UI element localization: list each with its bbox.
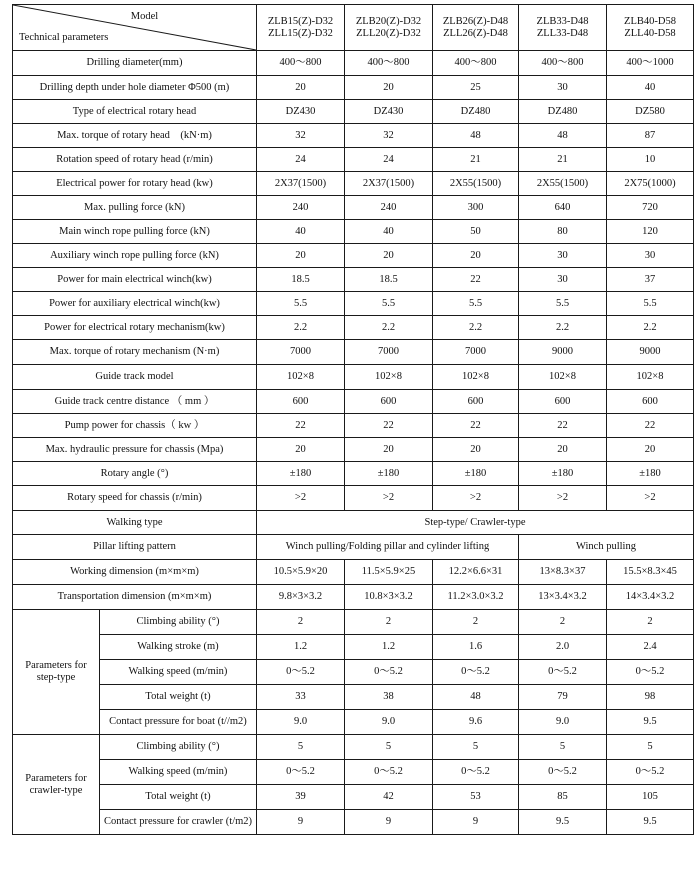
value-cell: 30 <box>519 268 607 292</box>
parameter-label: Power for auxiliary electrical winch(kw) <box>13 292 257 316</box>
value-cell: 400～800 <box>433 51 519 76</box>
value-cell: 38 <box>345 685 433 710</box>
table-row <box>13 486 694 511</box>
value-cell: 32 <box>345 124 433 148</box>
value-cell: 2 <box>607 610 694 635</box>
value-cell: 13×3.4×3.2 <box>519 585 607 610</box>
value-cell: 40 <box>607 76 694 100</box>
value-cell: 22 <box>257 414 345 438</box>
value-cell: 13×8.3×37 <box>519 560 607 585</box>
value-cell: 0～5.2 <box>257 760 345 785</box>
value-cell: DZ480 <box>433 100 519 124</box>
value-cell: >2 <box>519 486 607 511</box>
value-cell: 5 <box>257 735 345 760</box>
pillar-lifting-row <box>13 535 694 560</box>
value-cell: 53 <box>433 785 519 810</box>
parameter-label: Transportation dimension (m×m×m) <box>13 585 257 610</box>
value-cell: 600 <box>345 390 433 414</box>
model-header-3 <box>433 5 519 51</box>
value-cell: 5.5 <box>257 292 345 316</box>
value-cell: 2 <box>345 610 433 635</box>
value-cell: 0～5.2 <box>607 660 694 685</box>
value-cell: 48 <box>433 124 519 148</box>
pillar-lifting-label: Pillar lifting pattern <box>13 535 257 560</box>
value-cell: 98 <box>607 685 694 710</box>
value-cell: 400～800 <box>345 51 433 76</box>
value-cell: 39 <box>257 785 345 810</box>
table-row <box>13 390 694 414</box>
value-cell: 600 <box>433 390 519 414</box>
value-cell: 85 <box>519 785 607 810</box>
value-cell: 240 <box>257 196 345 220</box>
value-cell: 20 <box>345 244 433 268</box>
crawler-type-group-label <box>13 735 100 835</box>
value-cell: 2X37(1500) <box>257 172 345 196</box>
table-row <box>13 560 694 585</box>
parameter-label: Max. hydraulic pressure for chassis (Mpa) <box>13 438 257 462</box>
value-cell: 7000 <box>345 340 433 365</box>
group-label-line: Parameters for <box>25 660 87 671</box>
value-cell: 7000 <box>433 340 519 365</box>
model-name: ZLL15(Z)-D32 <box>268 27 333 39</box>
value-cell: 300 <box>433 196 519 220</box>
value-cell: 5 <box>519 735 607 760</box>
value-cell: 2.4 <box>607 635 694 660</box>
table-row <box>13 365 694 390</box>
value-cell: 48 <box>433 685 519 710</box>
value-cell: >2 <box>345 486 433 511</box>
value-cell: 5.5 <box>607 292 694 316</box>
value-cell: >2 <box>607 486 694 511</box>
parameter-label: Climbing ability (°) <box>100 735 257 760</box>
parameter-label: Max. pulling force (kN) <box>13 196 257 220</box>
walking-type-row <box>13 511 694 535</box>
value-cell: 2X37(1500) <box>345 172 433 196</box>
value-cell: 18.5 <box>257 268 345 292</box>
model-name: ZLL26(Z)-D48 <box>443 27 508 39</box>
model-name: ZLB26(Z)-D48 <box>442 15 509 27</box>
table-row <box>13 785 694 810</box>
value-cell: 20 <box>257 438 345 462</box>
value-cell: 87 <box>607 124 694 148</box>
value-cell: 0～5.2 <box>433 760 519 785</box>
value-cell: 105 <box>607 785 694 810</box>
table-row <box>13 340 694 365</box>
value-cell: 2 <box>257 610 345 635</box>
parameter-label: Auxiliary winch rope pulling force (kN) <box>13 244 257 268</box>
value-cell: ±180 <box>345 462 433 486</box>
parameter-label: Max. torque of rotary mechanism (N·m) <box>13 340 257 365</box>
value-cell: 9 <box>433 810 519 835</box>
parameter-label: Power for electrical rotary mechanism(kw) <box>13 316 257 340</box>
value-cell: 9.5 <box>607 810 694 835</box>
value-cell: 24 <box>257 148 345 172</box>
value-cell: 0～5.2 <box>257 660 345 685</box>
table-row <box>13 268 694 292</box>
value-cell: 600 <box>257 390 345 414</box>
value-cell: 20 <box>345 76 433 100</box>
table-row <box>13 316 694 340</box>
value-cell: 7000 <box>257 340 345 365</box>
value-cell: 30 <box>519 244 607 268</box>
value-cell: ±180 <box>519 462 607 486</box>
value-cell: 9000 <box>607 340 694 365</box>
table-row <box>13 710 694 735</box>
value-cell: 21 <box>519 148 607 172</box>
table-row <box>13 244 694 268</box>
value-cell: 9.0 <box>257 710 345 735</box>
parameter-label: Rotary speed for chassis (r/min) <box>13 486 257 511</box>
table-row <box>13 51 694 76</box>
value-cell: 20 <box>257 76 345 100</box>
value-cell: 2X75(1000) <box>607 172 694 196</box>
pillar-lifting-value: Winch pulling/Folding pillar and cylinder lifting <box>257 535 519 560</box>
value-cell: 50 <box>433 220 519 244</box>
table-row <box>13 76 694 100</box>
value-cell: 600 <box>607 390 694 414</box>
value-cell: 1.2 <box>345 635 433 660</box>
parameter-label: Walking speed (m/min) <box>100 660 257 685</box>
table-row <box>13 414 694 438</box>
value-cell: 102×8 <box>433 365 519 390</box>
value-cell: 2 <box>519 610 607 635</box>
header-corner-cell <box>13 5 257 51</box>
value-cell: 9.0 <box>519 710 607 735</box>
parameter-label: Guide track centre distance （ mm ） <box>13 390 257 414</box>
value-cell: 2.2 <box>519 316 607 340</box>
parameter-label: Total weight (t) <box>100 685 257 710</box>
value-cell: 10.8×3×3.2 <box>345 585 433 610</box>
value-cell: 79 <box>519 685 607 710</box>
header-row <box>13 5 694 51</box>
value-cell: 30 <box>607 244 694 268</box>
technical-parameters-label: Technical parameters <box>19 32 109 43</box>
value-cell: 21 <box>433 148 519 172</box>
value-cell: 80 <box>519 220 607 244</box>
model-name: ZLB33-D48 <box>536 15 589 27</box>
parameter-label: Electrical power for rotary head (kw) <box>13 172 257 196</box>
value-cell: 5 <box>433 735 519 760</box>
value-cell: 25 <box>433 76 519 100</box>
group-label-line: crawler-type <box>29 784 83 796</box>
table-row <box>13 735 694 760</box>
value-cell: DZ430 <box>345 100 433 124</box>
value-cell: 0～5.2 <box>519 660 607 685</box>
value-cell: >2 <box>257 486 345 511</box>
value-cell: 22 <box>607 414 694 438</box>
value-cell: 5 <box>607 735 694 760</box>
parameter-label: Contact pressure for boat (t//m2) <box>100 710 257 735</box>
model-header-2 <box>345 5 433 51</box>
value-cell: 20 <box>519 438 607 462</box>
parameter-label: Working dimension (m×m×m) <box>13 560 257 585</box>
table-row <box>13 462 694 486</box>
table-row <box>13 660 694 685</box>
model-label: Model <box>130 11 159 22</box>
parameter-label: Drilling depth under hole diameter Φ500 (m) <box>13 76 257 100</box>
value-cell: 20 <box>607 438 694 462</box>
value-cell: 15.5×8.3×45 <box>607 560 694 585</box>
value-cell: 40 <box>345 220 433 244</box>
value-cell: 102×8 <box>607 365 694 390</box>
model-header-1 <box>257 5 345 51</box>
value-cell: 32 <box>257 124 345 148</box>
model-name: ZLL33-D48 <box>536 27 589 39</box>
value-cell: 18.5 <box>345 268 433 292</box>
value-cell: 12.2×6.6×31 <box>433 560 519 585</box>
table-row <box>13 196 694 220</box>
value-cell: 10.5×5.9×20 <box>257 560 345 585</box>
value-cell: 0～5.2 <box>519 760 607 785</box>
value-cell: 9 <box>345 810 433 835</box>
table-row <box>13 148 694 172</box>
parameter-label: Drilling diameter(mm) <box>13 51 257 76</box>
value-cell: 600 <box>519 390 607 414</box>
value-cell: 102×8 <box>345 365 433 390</box>
value-cell: 0～5.2 <box>345 660 433 685</box>
value-cell: 2.2 <box>607 316 694 340</box>
value-cell: 240 <box>345 196 433 220</box>
model-name: ZLB20(Z)-D32 <box>355 15 422 27</box>
value-cell: 1.6 <box>433 635 519 660</box>
value-cell: DZ430 <box>257 100 345 124</box>
value-cell: 5.5 <box>345 292 433 316</box>
value-cell: 0～5.2 <box>345 760 433 785</box>
value-cell: 9.5 <box>607 710 694 735</box>
spec-table <box>12 4 694 835</box>
step-type-group-label <box>13 610 100 735</box>
value-cell: 2 <box>433 610 519 635</box>
parameter-label: Walking stroke (m) <box>100 635 257 660</box>
table-row <box>13 760 694 785</box>
table-row <box>13 810 694 835</box>
walking-type-label: Walking type <box>13 511 257 535</box>
value-cell: 22 <box>433 414 519 438</box>
table-row <box>13 100 694 124</box>
value-cell: 5 <box>345 735 433 760</box>
value-cell: 20 <box>433 244 519 268</box>
table-row <box>13 610 694 635</box>
value-cell: 9000 <box>519 340 607 365</box>
value-cell: 400～1000 <box>607 51 694 76</box>
parameter-label: Climbing ability (°) <box>100 610 257 635</box>
parameter-label: Max. torque of rotary head (kN·m) <box>13 124 257 148</box>
value-cell: 2.2 <box>345 316 433 340</box>
value-cell: 40 <box>257 220 345 244</box>
table-row <box>13 172 694 196</box>
value-cell: 102×8 <box>257 365 345 390</box>
parameter-label: Walking speed (m/min) <box>100 760 257 785</box>
table-row <box>13 438 694 462</box>
value-cell: 720 <box>607 196 694 220</box>
value-cell: 11.2×3.0×3.2 <box>433 585 519 610</box>
table-row <box>13 685 694 710</box>
value-cell: 0～5.2 <box>607 760 694 785</box>
parameter-label: Pump power for chassis（ kw ） <box>13 414 257 438</box>
value-cell: 20 <box>257 244 345 268</box>
value-cell: 2.2 <box>257 316 345 340</box>
group-label-line: Parameters for <box>25 772 87 784</box>
value-cell: DZ580 <box>607 100 694 124</box>
value-cell: 0～5.2 <box>433 660 519 685</box>
value-cell: 120 <box>607 220 694 244</box>
model-name: ZLB40-D58 <box>624 15 676 27</box>
table-row <box>13 124 694 148</box>
value-cell: >2 <box>433 486 519 511</box>
walking-type-value: Step-type/ Crawler-type <box>257 511 694 535</box>
model-name: ZLB15(Z)-D32 <box>267 15 334 27</box>
value-cell: ±180 <box>433 462 519 486</box>
model-header-4 <box>519 5 607 51</box>
value-cell: 22 <box>519 414 607 438</box>
parameter-label: Rotation speed of rotary head (r/min) <box>13 148 257 172</box>
group-label-line: step-type <box>36 672 76 683</box>
table-row <box>13 220 694 244</box>
value-cell: 11.5×5.9×25 <box>345 560 433 585</box>
value-cell: 22 <box>433 268 519 292</box>
value-cell: 33 <box>257 685 345 710</box>
value-cell: 14×3.4×3.2 <box>607 585 694 610</box>
value-cell: 24 <box>345 148 433 172</box>
value-cell: 37 <box>607 268 694 292</box>
parameter-label: Type of electrical rotary head <box>13 100 257 124</box>
value-cell: 10 <box>607 148 694 172</box>
value-cell: 400～800 <box>257 51 345 76</box>
value-cell: 20 <box>345 438 433 462</box>
table-row <box>13 635 694 660</box>
value-cell: ±180 <box>607 462 694 486</box>
value-cell: 2X55(1500) <box>433 172 519 196</box>
value-cell: 9.5 <box>519 810 607 835</box>
value-cell: 5.5 <box>519 292 607 316</box>
value-cell: 9.6 <box>433 710 519 735</box>
value-cell: 2X55(1500) <box>519 172 607 196</box>
value-cell: ±180 <box>257 462 345 486</box>
value-cell: 640 <box>519 196 607 220</box>
parameter-label: Guide track model <box>13 365 257 390</box>
value-cell: 9 <box>257 810 345 835</box>
table-row <box>13 292 694 316</box>
value-cell: 9.8×3×3.2 <box>257 585 345 610</box>
model-header-5 <box>607 5 694 51</box>
parameter-label: Contact pressure for crawler (t/m2) <box>100 810 257 835</box>
pillar-lifting-value: Winch pulling <box>519 535 694 560</box>
value-cell: 1.2 <box>257 635 345 660</box>
value-cell: 400～800 <box>519 51 607 76</box>
value-cell: 48 <box>519 124 607 148</box>
model-name: ZLL40-D58 <box>624 27 676 39</box>
parameter-label: Total weight (t) <box>100 785 257 810</box>
value-cell: 9.0 <box>345 710 433 735</box>
value-cell: 2.2 <box>433 316 519 340</box>
table-row <box>13 585 694 610</box>
parameter-label: Rotary angle (°) <box>13 462 257 486</box>
parameter-label: Power for main electrical winch(kw) <box>13 268 257 292</box>
value-cell: 30 <box>519 76 607 100</box>
value-cell: 5.5 <box>433 292 519 316</box>
value-cell: 42 <box>345 785 433 810</box>
value-cell: 22 <box>345 414 433 438</box>
value-cell: DZ480 <box>519 100 607 124</box>
parameter-label: Main winch rope pulling force (kN) <box>13 220 257 244</box>
model-name: ZLL20(Z)-D32 <box>356 27 421 39</box>
value-cell: 102×8 <box>519 365 607 390</box>
value-cell: 20 <box>433 438 519 462</box>
value-cell: 2.0 <box>519 635 607 660</box>
